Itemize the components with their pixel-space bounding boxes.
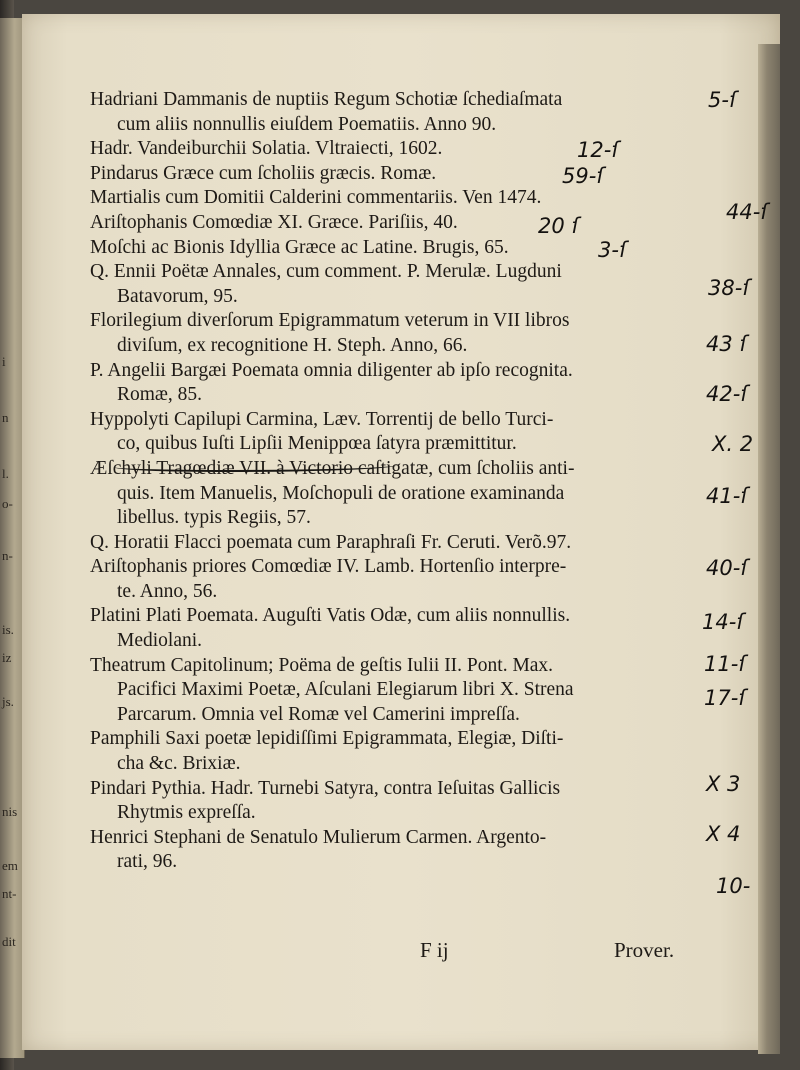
catalogue-entry (90, 604, 730, 653)
price-annotation: 42-ſ (706, 382, 748, 406)
margin-fragment: nt- (2, 886, 17, 901)
signature-mark: F ij (420, 938, 449, 962)
price-annotation: 17-ſ (704, 686, 746, 710)
price-annotation: 43 ſ (706, 332, 747, 356)
entry-line: Hyppolyti Capilupi Carmina, Læv. Torrentij de bello Turci- (90, 408, 554, 430)
price-annotation: 40-ſ (706, 556, 748, 580)
entry-line: Martialis cum Domitii Calderini commentariis. Ven 1474. (90, 187, 542, 209)
price-annotation: 14-ſ (702, 610, 744, 634)
entry-line: libellus. typis Regiis, 57. (117, 507, 311, 529)
entry-line: Æſchyli Tragœdiæ VII. à Victorio caſtigatæ, cum ſcholiis anti- (90, 457, 575, 479)
margin-fragment: o- (2, 496, 13, 511)
entry-line: Platini Plati Poemata. Auguſti Vatis Odæ, cum aliis nonnullis. (90, 605, 571, 627)
catalogue-entry (90, 359, 730, 408)
catalogue-entry (90, 408, 730, 457)
price-annotation: X. 2 (712, 432, 754, 456)
page-stack-edge (758, 44, 780, 1054)
entry-line: rati, 96. (117, 851, 178, 873)
catchword: Prover. (614, 938, 675, 962)
entry-line: Hadr. Vandeiburchii Solatia. Vltraiecti, 1602. (90, 138, 443, 160)
margin-fragment: l. (2, 466, 9, 481)
catalogue-entry (90, 236, 730, 261)
margin-fragment: n- (2, 548, 13, 563)
price-annotation: 41-ſ (706, 484, 748, 508)
price-annotation: 20 ſ (538, 214, 579, 238)
entry-line: co, quibus Iuſti Lipſii Menippœa ſatyra præmittitur. (117, 433, 517, 455)
entry-line: diviſum, ex recognitione H. Steph. Anno, 66. (117, 334, 468, 356)
catalogue-entry (90, 727, 730, 776)
page-footer (22, 938, 780, 968)
price-annotation: 10- (716, 874, 751, 898)
catalogue-entry (90, 211, 730, 236)
entry-line: Moſchi ac Bionis Idyllia Græce ac Latine. Brugis, 65. (90, 236, 509, 258)
entry-line: Pamphili Saxi poetæ lepidiſſimi Epigrammata, Elegiæ, Diſti- (90, 728, 564, 750)
entry-line: Henrici Stephani de Senatulo Mulierum Carmen. Argento- (90, 826, 547, 848)
entry-line: Florilegium diverſorum Epigrammatum veterum in VII libros (90, 310, 570, 332)
price-annotation: 5-ſ (708, 88, 737, 112)
price-annotation: 38-ſ (708, 276, 750, 300)
catalogue-entry (90, 260, 730, 309)
margin-fragment: is. (2, 622, 14, 637)
margin-fragment: js. (2, 694, 14, 709)
entry-line: Hadriani Dammanis de nuptiis Regum Schotiæ ſchediaſmata (90, 89, 563, 110)
catalogue-entry (90, 531, 730, 556)
catalogue-entry (90, 88, 730, 137)
entry-line: cha &c. Brixiæ. (117, 753, 241, 775)
margin-fragment: dit (2, 934, 16, 949)
catalogue-entry (90, 826, 730, 875)
entry-line: P. Angelii Bargæi Poemata omnia diligenter ab ipſo recognita. (90, 359, 573, 381)
entry-line: cum aliis nonnullis eiuſdem Poematiis. Anno 90. (117, 113, 497, 135)
price-annotation: 59-ſ (562, 164, 604, 188)
entry-line: Ariſtophanis Comœdiæ XI. Græce. Pariſiis, 40. (90, 211, 458, 233)
entry-line: te. Anno, 56. (117, 580, 218, 602)
margin-fragment: nis (2, 804, 18, 819)
entry-line: Q. Ennii Poëtæ Annales, cum comment. P. Merulæ. Lugduni (90, 261, 562, 283)
entry-line: Romæ, 85. (117, 384, 203, 406)
catalogue-list (90, 88, 730, 875)
margin-fragment: em (2, 858, 18, 873)
entry-line: Pindari Pythia. Hadr. Turnebi Satyra, contra Ieſuitas Gallicis (90, 777, 561, 799)
catalogue-entry (90, 777, 730, 826)
entry-line: Ariſtophanis priores Comœdiæ IV. Lamb. Hortenſio interpre- (90, 556, 567, 578)
entry-line: Theatrum Capitolinum; Poëma de geſtis Iulii II. Pont. Max. (90, 654, 554, 676)
catalogue-entry (90, 555, 730, 604)
catalogue-entry (90, 186, 730, 211)
price-annotation: X 3 (706, 772, 741, 796)
price-annotation: 44-ſ (726, 200, 768, 224)
price-annotation: 3-ſ (598, 238, 627, 262)
margin-fragment: n (2, 410, 9, 425)
entry-line: Rhytmis expreſſa. (117, 802, 256, 824)
catalogue-entry (90, 654, 730, 728)
entry-line: Pindarus Græce cum ſcholiis græcis. Romæ. (90, 162, 437, 184)
entry-line: Batavorum, 95. (117, 285, 238, 307)
catalogue-entry (90, 162, 730, 187)
entry-line: Mediolani. (117, 630, 203, 652)
price-annotation: 11-ſ (704, 652, 746, 676)
margin-fragment: iz (2, 650, 12, 665)
entry-line: Pacifici Maximi Poetæ, Aſculani Elegiarum libri X. Strena (117, 679, 574, 701)
entry-line: quis. Item Manuelis, Moſchopuli de oratione examinanda (117, 482, 565, 504)
margin-fragment: i (2, 354, 6, 369)
price-annotation: X 4 (706, 822, 741, 846)
catalogue-entry (90, 137, 730, 162)
catalogue-entry (90, 309, 730, 358)
entry-line: Parcarum. Omnia vel Romæ vel Camerini impreſſa. (117, 703, 520, 725)
price-annotation: 12-ſ (577, 138, 619, 162)
entry-line: Q. Horatii Flacci poemata cum Paraphraſi Fr. Ceruti. Verõ.97. (90, 531, 572, 553)
book-page (22, 14, 780, 1050)
